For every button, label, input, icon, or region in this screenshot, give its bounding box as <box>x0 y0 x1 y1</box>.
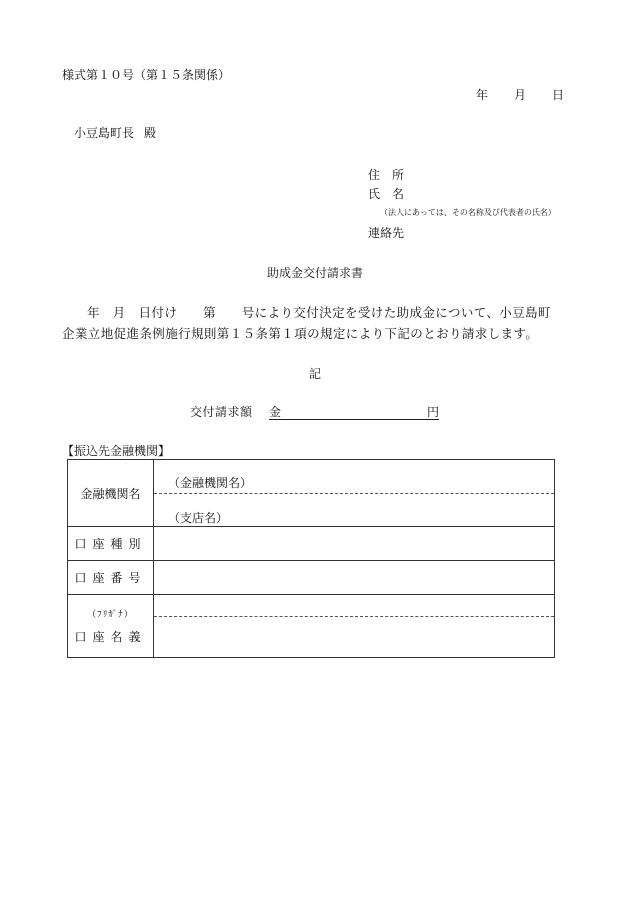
ki-heading: 記 <box>308 367 321 381</box>
addressee-honorific: 殿 <box>144 126 157 140</box>
account-type-row[interactable] <box>68 527 554 561</box>
date-day: 日 <box>552 88 565 102</box>
account-holder-row[interactable] <box>68 595 554 657</box>
date-month: 月 <box>514 88 527 102</box>
amount-label: 交付請求額 <box>190 405 253 419</box>
applicant-address-label: 住 所 <box>368 168 405 182</box>
amount-field[interactable] <box>269 403 439 420</box>
branch-name-field[interactable]: （支店名） <box>168 511 229 525</box>
institution-label: 金融機関名 <box>68 460 154 526</box>
document-title: 助成金交付請求書 <box>266 266 363 280</box>
form-number: 様式第１０号（第１５条関係） <box>62 68 231 82</box>
furigana-label: （ﾌﾘｶﾞﾅ） <box>87 610 134 620</box>
account-type-label: 口座種別 <box>68 527 154 560</box>
account-number-label: 口座番号 <box>68 561 154 594</box>
amount-unit: 円 <box>426 405 439 419</box>
body-text-line-1: 年 月 日付け 第 号により交付決定を受けた助成金について、小豆島町 <box>87 305 551 320</box>
applicant-name-note: （法人にあっては、その名称及び代表者の氏名） <box>380 208 556 217</box>
account-holder-head <box>68 595 154 657</box>
body-text-line-2: 企業立地促進条例施行規則第１５条第１項の規定により下記のとおり請求します。 <box>62 326 539 341</box>
date-line <box>476 86 564 103</box>
bank-institution-row <box>68 460 554 527</box>
addressee <box>74 124 156 141</box>
furigana-divider <box>154 616 554 617</box>
institution-name-field[interactable]: （金融機関名） <box>168 476 253 490</box>
date-year: 年 <box>476 88 489 102</box>
applicant-name-label: 氏 名 <box>368 187 405 201</box>
account-holder-label: 口座名義 <box>74 630 147 644</box>
applicant-contact-label: 連絡先 <box>368 226 405 240</box>
amount-prefix: 金 <box>269 405 282 419</box>
addressee-name: 小豆島町長 <box>74 126 135 140</box>
bank-section-title: 【振込先金融機関】 <box>62 444 171 458</box>
institution-divider <box>154 493 554 494</box>
account-number-row[interactable] <box>68 561 554 595</box>
bank-table <box>67 459 555 658</box>
